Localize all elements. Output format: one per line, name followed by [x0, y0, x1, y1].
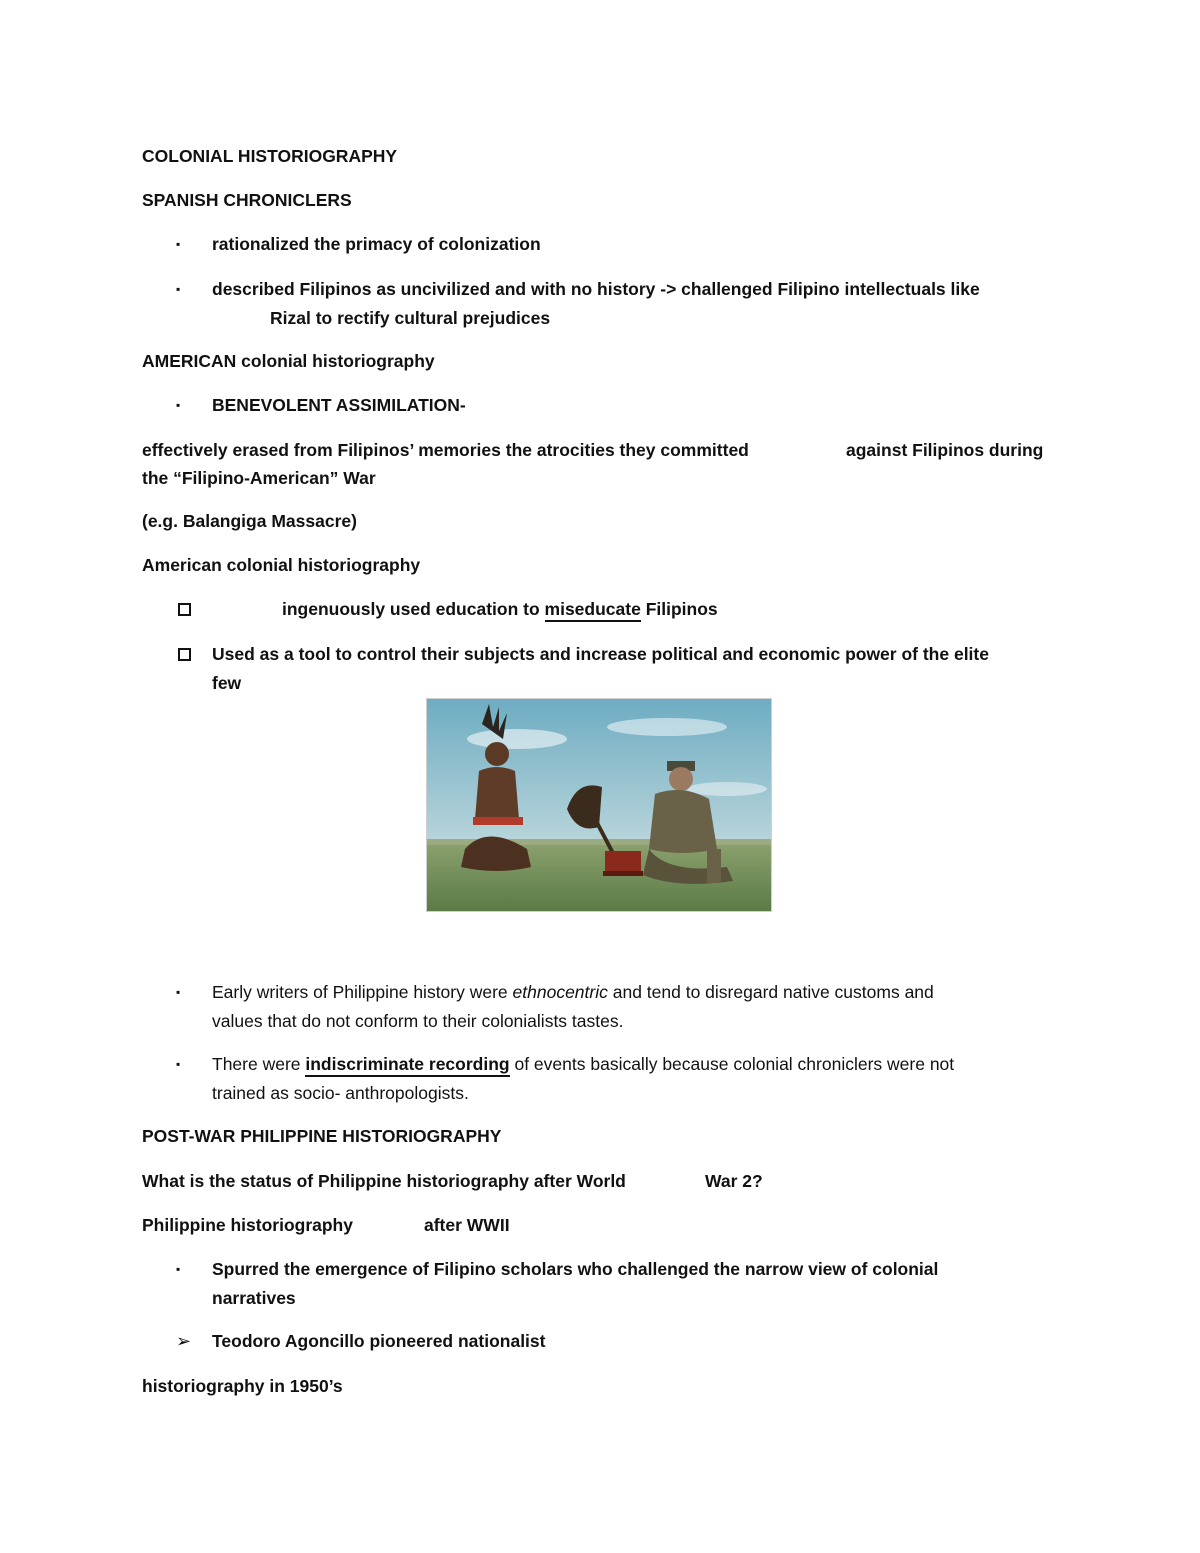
text-segment: Early writers of Philippine history were: [212, 982, 513, 1002]
section-title-american-2: American colonial historiography: [142, 555, 421, 575]
page-heading: COLONIAL HISTORIOGRAPHY: [142, 146, 398, 166]
section-title-american: AMERICAN colonial historiography: [142, 351, 435, 371]
list-item: rationalized the primacy of colonization: [212, 234, 541, 254]
example-text: (e.g. Balangiga Massacre): [142, 511, 357, 531]
square-bullet-icon: ▪: [176, 237, 181, 251]
paragraph-text: historiography in 1950’s: [142, 1376, 343, 1396]
list-item: [212, 980, 934, 1004]
checkbox-bullet-icon: [178, 603, 191, 616]
arrow-bullet-icon: ➢: [176, 1331, 192, 1351]
text-segment: Filipinos: [640, 599, 718, 619]
question-text: What is the status of Philippine historiography after World: [142, 1171, 626, 1191]
list-item-continuation: few: [212, 673, 242, 693]
list-item-continuation: values that do not conform to their colonialists tastes.: [212, 1011, 624, 1031]
paragraph-text: effectively erased from Filipinos’ memories the atrocities they committed: [142, 440, 749, 460]
section-title-spanish: SPANISH CHRONICLERS: [142, 190, 352, 210]
subheading-text: Philippine historiography: [142, 1215, 353, 1235]
square-bullet-icon: ▪: [176, 398, 181, 412]
text-segment: and tend to disregard native customs and: [607, 982, 934, 1002]
underlined-term: miseducate: [545, 599, 641, 622]
square-bullet-icon: ▪: [176, 985, 181, 999]
photo-illustration: [427, 699, 771, 911]
historical-photo: [426, 698, 772, 912]
section-title-postwar: POST-WAR PHILIPPINE HISTORIOGRAPHY: [142, 1126, 502, 1146]
list-item-continuation: Rizal to rectify cultural prejudices: [270, 308, 551, 328]
square-bullet-icon: ▪: [176, 1262, 181, 1276]
paragraph-text: the “Filipino-American” War: [142, 468, 376, 488]
text-segment: There were: [212, 1054, 306, 1074]
list-item-continuation: narratives: [212, 1288, 296, 1308]
underlined-term: recording: [429, 1054, 510, 1077]
underlined-term: indiscriminate: [305, 1054, 429, 1077]
text-segment: of events basically because colonial chroniclers were not: [509, 1054, 955, 1074]
list-item: [282, 597, 718, 621]
question-text: War 2?: [705, 1171, 763, 1191]
emphasized-term: ethnocentric: [512, 982, 608, 1002]
list-item: described Filipinos as uncivilized and with no history -> challenged Filipino intellectuals like: [212, 279, 980, 299]
list-item: BENEVOLENT ASSIMILATION-: [212, 395, 466, 415]
list-item: Teodoro Agoncillo pioneered nationalist: [212, 1331, 546, 1351]
list-item-continuation: trained as socio- anthropologists.: [212, 1083, 469, 1103]
text-segment: ingenuously used education to: [282, 599, 545, 619]
checkbox-bullet-icon: [178, 648, 191, 661]
square-bullet-icon: ▪: [176, 1057, 181, 1071]
subheading-text: after WWII: [424, 1215, 510, 1235]
paragraph-text: against Filipinos during: [846, 440, 1044, 460]
list-item: Used as a tool to control their subjects and increase political and economic power of the elite: [212, 644, 989, 664]
list-item: [212, 1052, 954, 1076]
list-item: Spurred the emergence of Filipino scholars who challenged the narrow view of colonial: [212, 1259, 939, 1279]
square-bullet-icon: ▪: [176, 282, 181, 296]
